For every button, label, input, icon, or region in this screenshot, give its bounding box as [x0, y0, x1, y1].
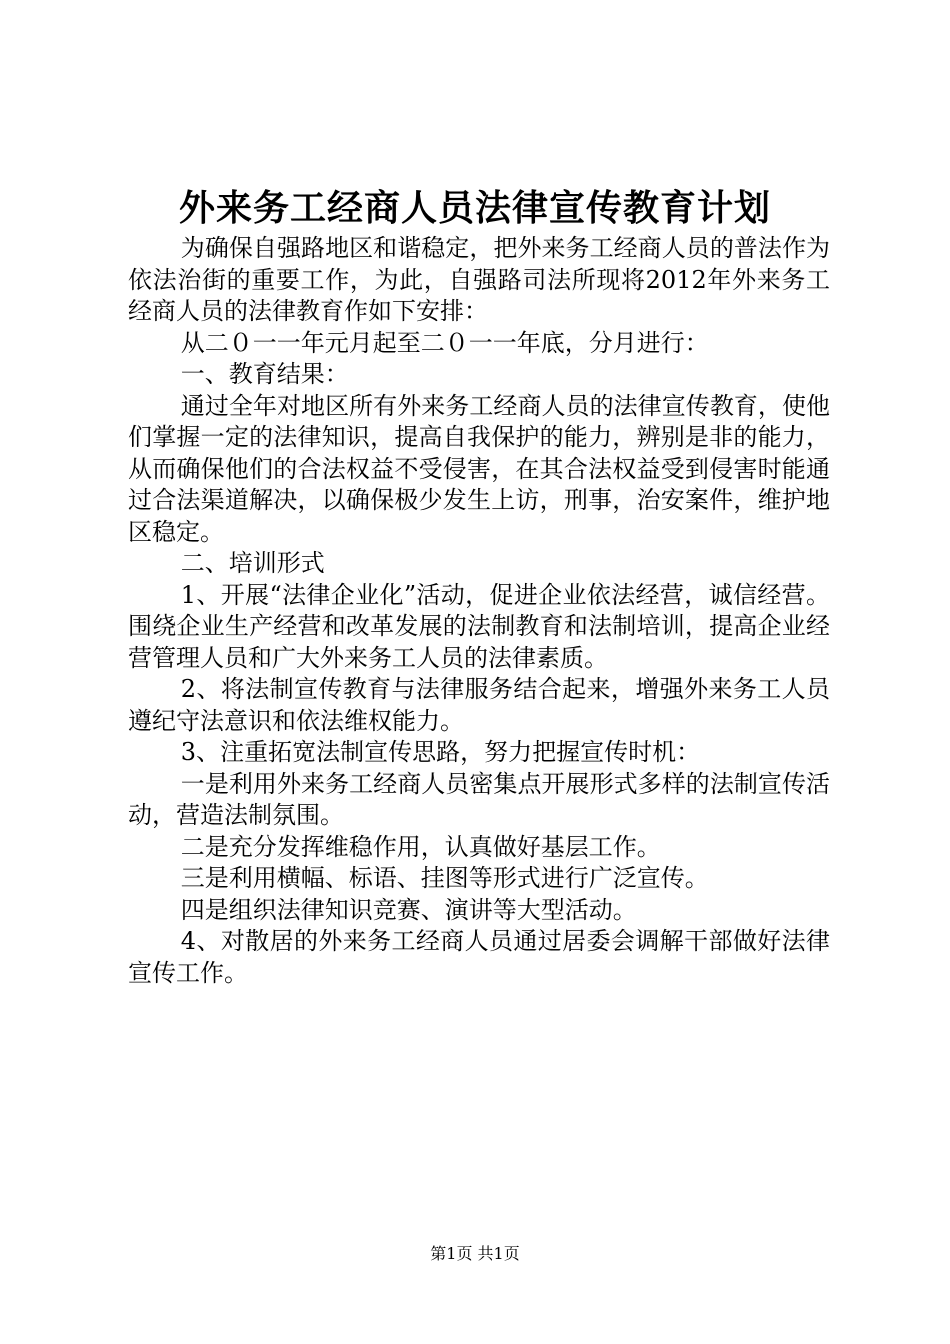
paragraph-item-4: 4、对散居的外来务工经商人员通过居委会调解干部做好法律宣传工作。 — [128, 927, 830, 987]
paragraph-item-1: 1、开展“法律企业化”活动，促进企业依法经营，诚信经营。围绕企业生产经营和改革发展的法制教育和法制培训，提高企业经营管理人员和广大外来务工人员的法律素质。 — [128, 580, 830, 672]
document-title: 外来务工经商人员法律宣传教育计划 — [178, 187, 771, 229]
heading-education-results: 一、教育结果： — [180, 360, 349, 388]
paragraph-item-3-point-3: 三是利用横幅、标语、挂图等形式进行广泛宣传。 — [180, 864, 709, 892]
paragraph-item-3-point-1: 一是利用外来务工经商人员密集点开展形式多样的法制宣传活动，营造法制氛围。 — [128, 769, 830, 829]
paragraph-item-3: 3、注重拓宽法制宣传思路，努力把握宣传时机： — [180, 738, 701, 766]
paragraph-item-3-point-4: 四是组织法律知识竞赛、演讲等大型活动。 — [180, 895, 637, 924]
paragraph-item-2: 2、将法制宣传教育与法律服务结合起来，增强外来务工人员遵纪守法意识和依法维权能力。 — [128, 675, 830, 735]
paragraph-schedule: 从二０一一年元月起至二０一一年底，分月进行： — [180, 328, 709, 357]
paragraph-intro: 为确保自强路地区和谐稳定，把外来务工经商人员的普法作为依法治街的重要工作，为此，自强路司法所现将2012年外来务工经商人员的法律教育作如下安排： — [128, 234, 830, 325]
heading-training-forms: 二、培训形式 — [180, 549, 325, 577]
paragraph-item-3-point-2: 二是充分发挥维稳作用，认真做好基层工作。 — [180, 832, 661, 861]
page-number-footer: 第1页 共1页 — [430, 1244, 520, 1263]
paragraph-education-results: 通过全年对地区所有外来务工经商人员的法律宣传教育，使他们掌握一定的法律知识，提高自我保护的能力，辨别是非的能力，从而确保他们的合法权益不受侵害，在其合法权益受到侵害时能通过合法渠道解决，以确保极少发生上访，刑事，治安案件，维护地区稳定。 — [128, 391, 830, 546]
document-body — [128, 233, 830, 989]
